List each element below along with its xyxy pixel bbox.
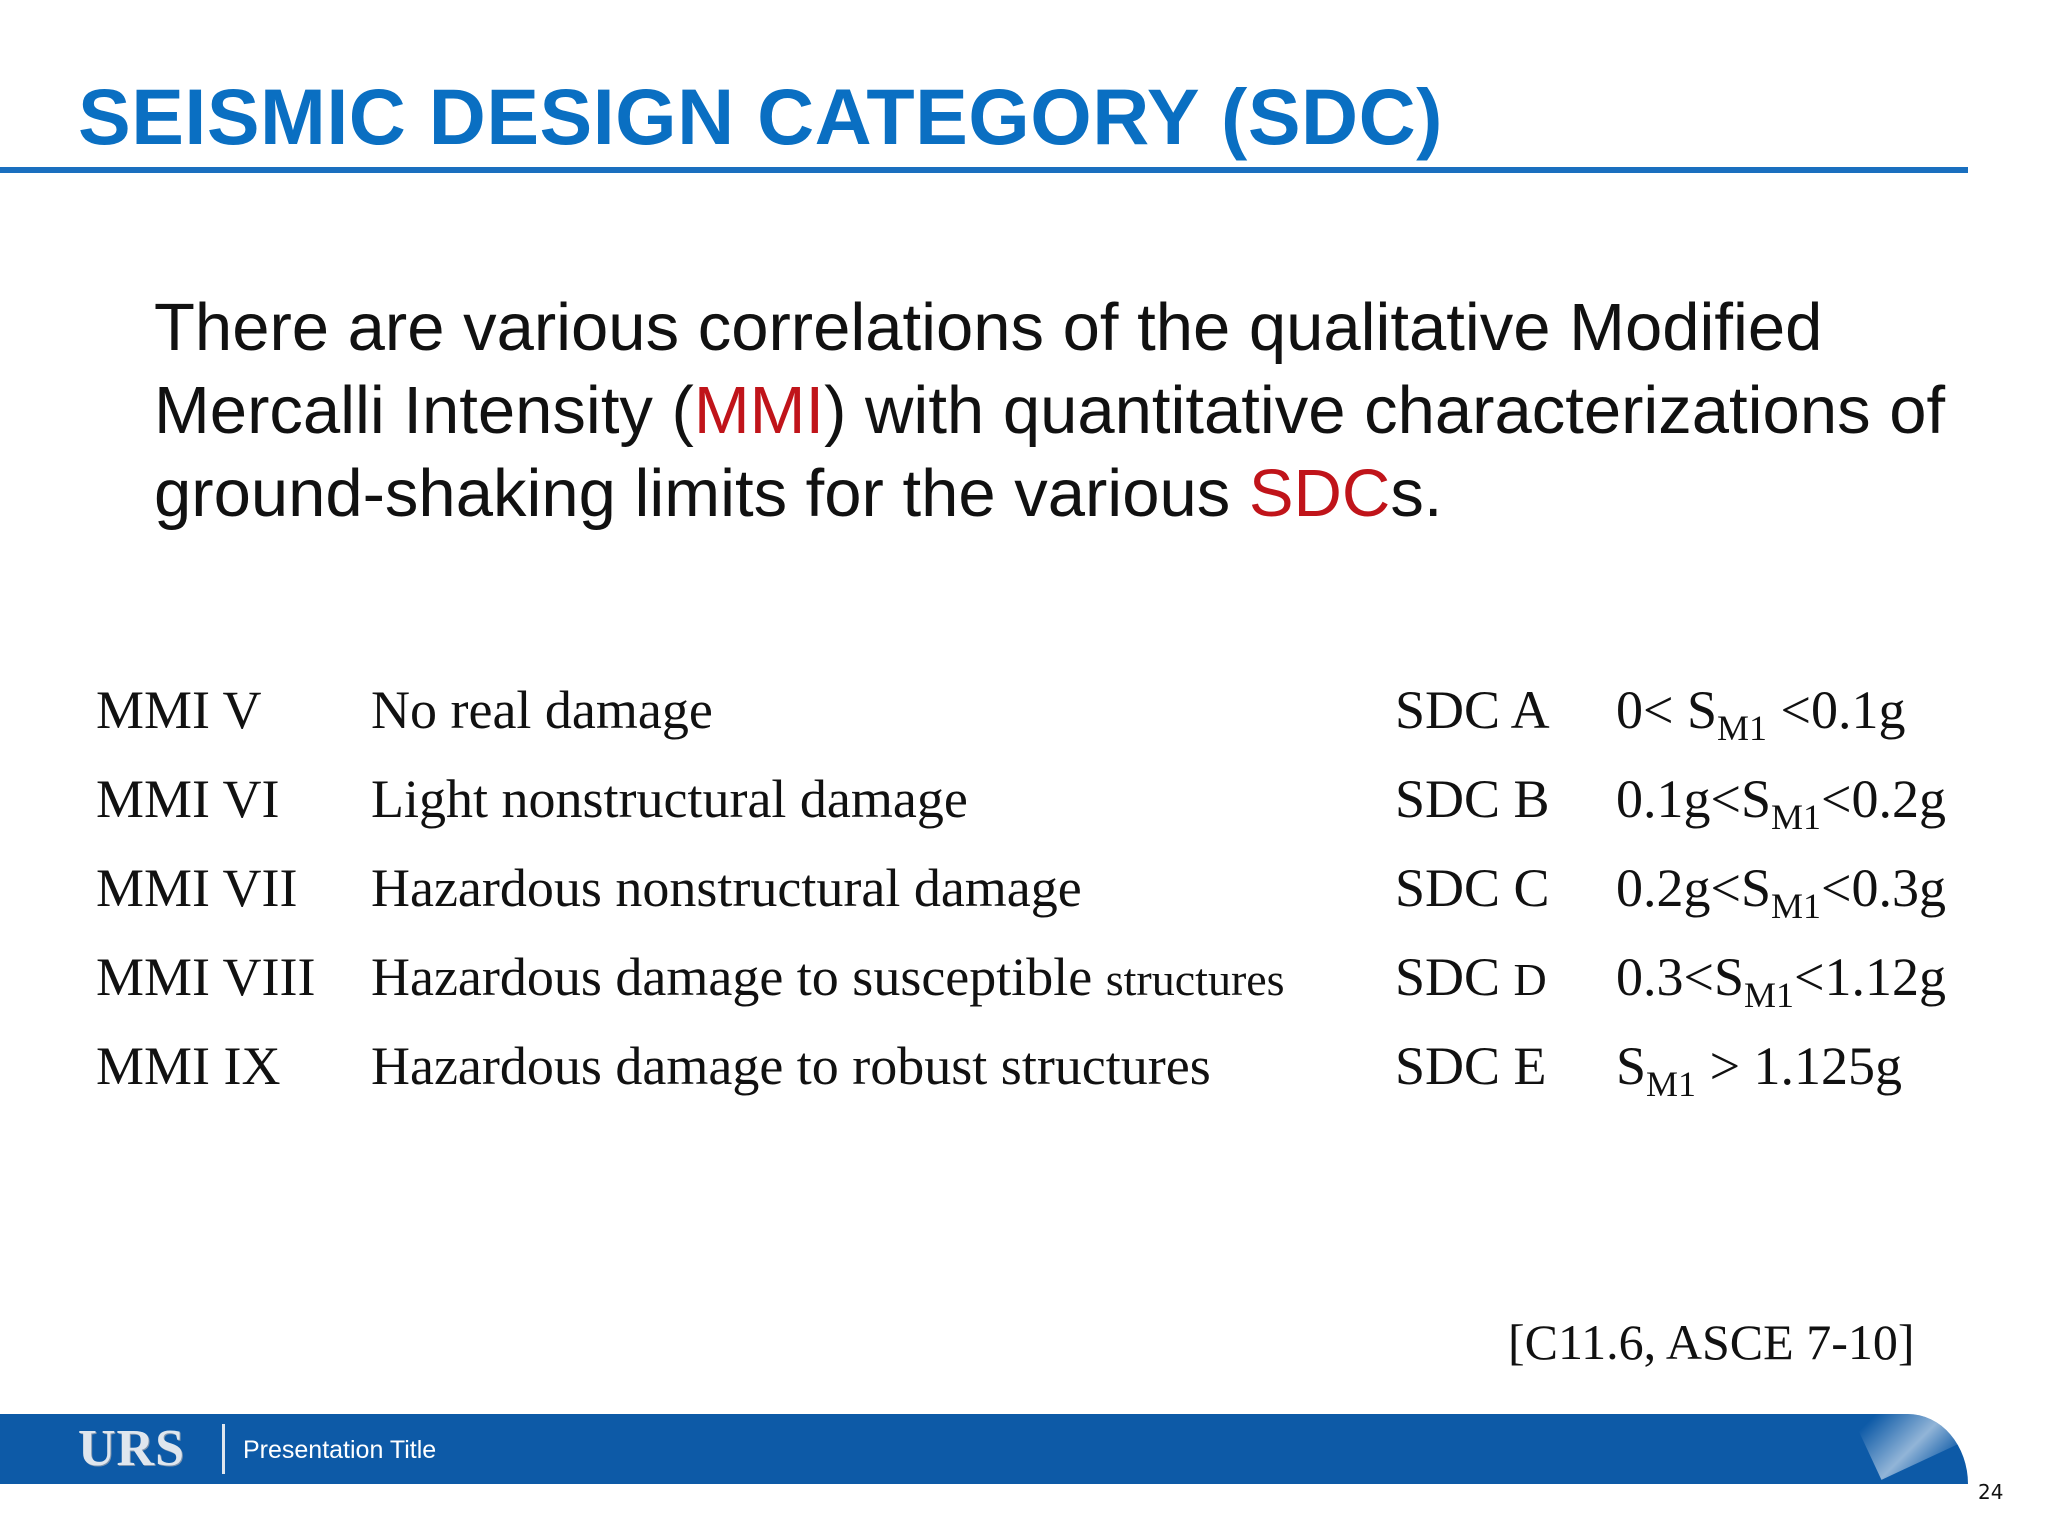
footer-bar	[0, 1414, 1968, 1484]
range-subscript: M1	[1646, 1064, 1697, 1104]
page-number: 24	[1978, 1480, 2004, 1504]
intro-text-2: ) with quantitative characterizations of ground-shaking limits for the various	[154, 373, 1946, 531]
mmi-level: MMI VI	[96, 769, 280, 829]
range-pre: 0.2g<S	[1616, 858, 1771, 918]
range-subscript: M1	[1744, 975, 1795, 1015]
range-subscript: M1	[1771, 797, 1822, 837]
range-post: <0.2g	[1821, 769, 1946, 829]
intro-text-1: There are various correlations of the qualitative Modified Mercalli Intensity (	[154, 290, 1823, 448]
range-pre: S	[1616, 1036, 1647, 1096]
description-text-small: structures	[1105, 954, 1285, 1005]
mmi-level: MMI VIII	[96, 947, 316, 1007]
range-pre: 0< S	[1616, 680, 1717, 740]
sm1-range	[1616, 856, 1946, 926]
damage-description	[371, 1034, 1211, 1101]
mmi-level: MMI IX	[96, 1036, 281, 1096]
sdc-letter: A	[1510, 680, 1550, 740]
presentation-title-label: Presentation Title	[243, 1436, 437, 1464]
range-pre: 0.1g<S	[1616, 769, 1771, 829]
sdc-prefix: SDC	[1395, 858, 1514, 918]
slide-title: SEISMIC DESIGN CATEGORY (SDC)	[78, 72, 1443, 161]
range-post: > 1.125g	[1696, 1036, 1903, 1096]
sm1-range	[1616, 767, 1946, 837]
sdc-letter: C	[1513, 858, 1550, 918]
damage-description	[371, 856, 1082, 923]
sdc-category	[1395, 945, 1547, 1012]
sdc-prefix: SDC	[1395, 680, 1511, 740]
sm1-range	[1616, 678, 1906, 748]
footer-divider	[222, 1424, 225, 1474]
description-text: Hazardous damage to robust structures	[371, 1036, 1211, 1096]
range-subscript: M1	[1771, 886, 1822, 926]
range-subscript: M1	[1717, 708, 1768, 748]
title-divider	[0, 167, 1968, 173]
urs-logo: URS	[78, 1420, 186, 1477]
citation: [C11.6, ASCE 7-10]	[1508, 1314, 1915, 1370]
description-text: Light nonstructural damage	[371, 769, 968, 829]
table-row	[96, 935, 1976, 1024]
sdc-category	[1395, 1034, 1547, 1098]
table-row	[96, 1024, 1976, 1113]
sdc-letter: E	[1513, 1036, 1547, 1096]
range-post: <1.12g	[1794, 947, 1946, 1007]
sdc-category	[1395, 678, 1550, 742]
intro-highlight-sdc: SDC	[1248, 456, 1391, 531]
table-row	[96, 668, 1976, 757]
damage-description	[371, 945, 1285, 1012]
range-pre: 0.3<S	[1616, 947, 1744, 1007]
sm1-range	[1616, 945, 1946, 1015]
mmi-level: MMI V	[96, 680, 262, 740]
intro-text-3: s.	[1390, 456, 1443, 531]
damage-description	[371, 678, 713, 745]
intro-paragraph	[154, 286, 1984, 535]
sdc-letter: D	[1513, 954, 1547, 1005]
range-post: <0.1g	[1767, 680, 1906, 740]
range-post: <0.3g	[1821, 858, 1946, 918]
sdc-prefix: SDC	[1395, 1036, 1514, 1096]
intro-highlight-mmi: MMI	[693, 373, 825, 448]
sdc-category	[1395, 856, 1550, 920]
mmi-level: MMI VII	[96, 858, 298, 918]
sdc-prefix: SDC	[1395, 947, 1514, 1007]
table-row	[96, 846, 1976, 935]
description-text: Hazardous nonstructural damage	[371, 858, 1082, 918]
sm1-range	[1616, 1034, 1903, 1104]
sdc-prefix: SDC	[1395, 769, 1514, 829]
table-row	[96, 757, 1976, 846]
sdc-category	[1395, 767, 1550, 831]
sdc-letter: B	[1513, 769, 1550, 829]
damage-description	[371, 767, 968, 834]
description-text: No real damage	[371, 680, 713, 740]
mmi-sdc-table	[96, 668, 1976, 1113]
description-text: Hazardous damage to susceptible	[371, 947, 1106, 1007]
